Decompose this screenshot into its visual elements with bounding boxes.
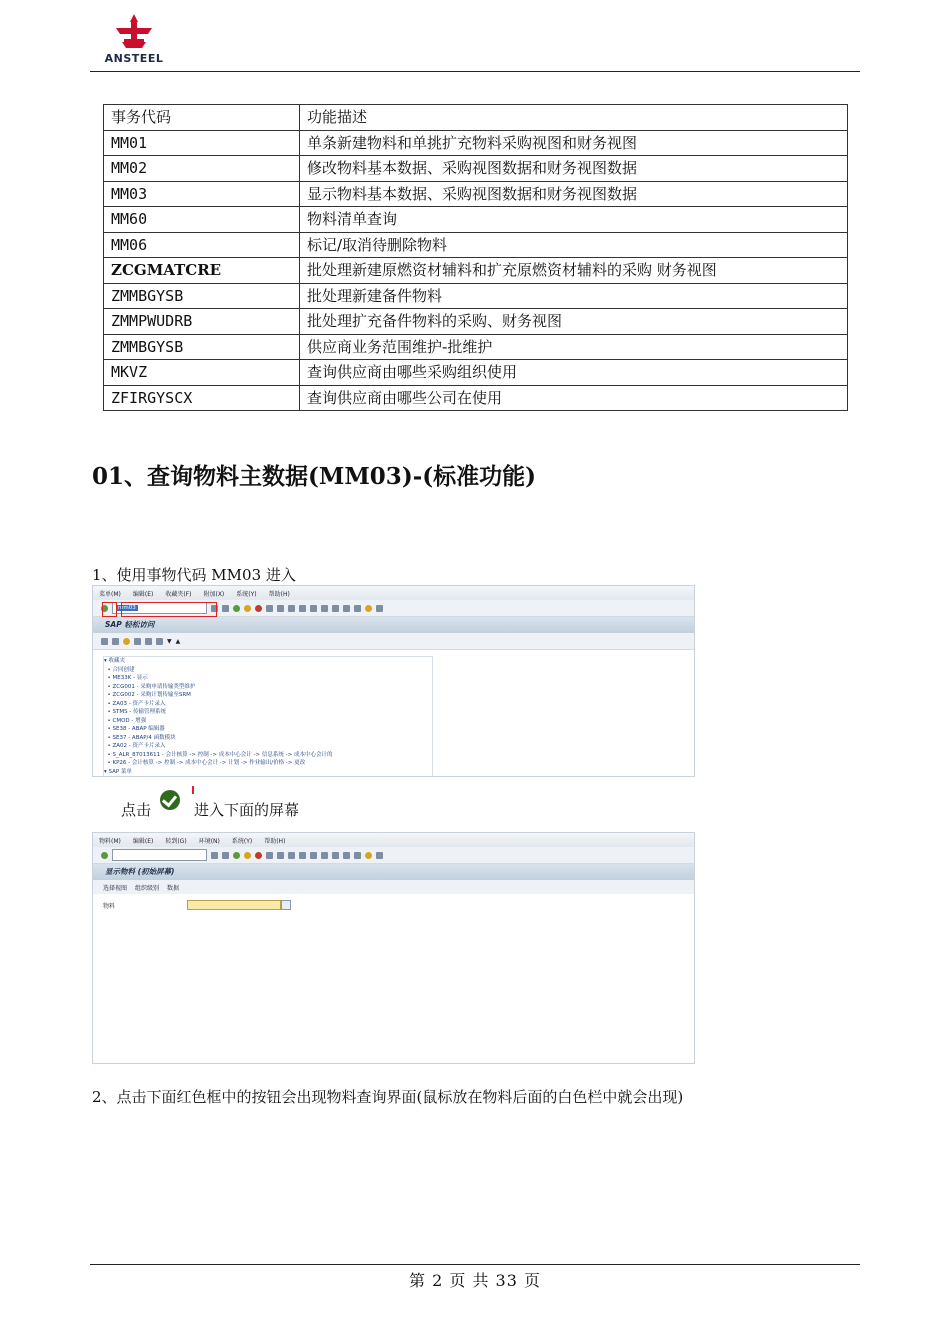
- code-cell: ZMMBGYSB: [104, 334, 300, 360]
- sap-menubar: [93, 833, 694, 847]
- description-cell: 单条新建物料和单挑扩充物料采购视图和财务视图: [300, 130, 848, 156]
- menu-item[interactable]: 系统(Y): [231, 837, 253, 845]
- app-button[interactable]: 选择视图: [103, 884, 128, 892]
- logo-text: ANSTEEL: [104, 52, 164, 65]
- tree-node[interactable]: • S_ALR_87013611 - 会计核算 -> 控制 -> 成本中心会计 -> 信息系统 -> 成本中心会计的: [104, 751, 333, 758]
- print-icon[interactable]: [266, 605, 273, 612]
- code-cell: MM06: [104, 232, 300, 258]
- new-session-icon[interactable]: [343, 852, 350, 859]
- exit-icon[interactable]: [244, 852, 251, 859]
- step2-text: 2、点击下面红色框中的按钮会出现物料查询界面(鼠标放在物料后面的白色栏中就会出现): [92, 1088, 684, 1106]
- tree-node[interactable]: • KP26 - 会计核算 -> 控制 -> 成本中心会计 -> 计划 -> 作业输出/价格 -> 更改: [104, 760, 306, 766]
- page-footer: 第 2 页 共 33 页: [409, 1271, 541, 1290]
- sap-title: SAP 轻松访问: [93, 617, 694, 633]
- table-row: [104, 385, 848, 411]
- tree-node[interactable]: ▾ SAP 菜单: [104, 768, 132, 775]
- description-cell: 批处理扩充备件物料的采购、财务视图: [300, 309, 848, 335]
- tree-node[interactable]: • CMOD - 增强: [104, 717, 147, 724]
- tree-node[interactable]: • SE38 - ABAP 编辑器: [104, 726, 165, 732]
- table-row: [104, 207, 848, 233]
- new-session-icon[interactable]: [343, 605, 350, 612]
- sap-app-toolbar: [93, 633, 694, 650]
- description-cell: 供应商业务范围维护-批维护: [300, 334, 848, 360]
- tree-node[interactable]: • ZA03 - 资产卡片录入: [104, 700, 166, 707]
- next-page-icon[interactable]: [321, 852, 328, 859]
- menu-item[interactable]: 转到(G): [165, 837, 187, 845]
- table-row: [104, 130, 848, 156]
- menu-item[interactable]: 收藏夹(F): [165, 590, 192, 598]
- table-row: [104, 232, 848, 258]
- description-cell: 批处理新建备件物料: [300, 283, 848, 309]
- red-box-command: [121, 602, 217, 617]
- enter-check-icon[interactable]: [101, 852, 108, 859]
- menu-item[interactable]: 编辑(E): [132, 590, 154, 598]
- menu-icon[interactable]: [101, 638, 108, 645]
- tree-node[interactable]: • ZA02 - 资产卡片录入: [104, 743, 166, 749]
- click-prefix: 点击: [121, 801, 152, 819]
- sap-app-toolbar: [93, 880, 694, 894]
- table-row: [104, 334, 848, 360]
- add-favorite-icon[interactable]: [134, 638, 141, 645]
- last-page-icon[interactable]: [332, 605, 339, 612]
- code-cell: ZFIRGYSCX: [104, 385, 300, 411]
- transaction-table: [103, 104, 848, 411]
- description-cell: 修改物料基本数据、采购视图数据和财务视图数据: [300, 156, 848, 182]
- code-cell: MKVZ: [104, 360, 300, 386]
- material-input[interactable]: [187, 900, 281, 910]
- last-page-icon[interactable]: [332, 852, 339, 859]
- code-cell: 事务代码: [104, 105, 300, 131]
- table-row: [104, 283, 848, 309]
- table-row: [104, 360, 848, 386]
- save-icon[interactable]: [222, 852, 229, 859]
- exit-icon[interactable]: [244, 605, 251, 612]
- app-button[interactable]: 数据: [167, 884, 180, 892]
- prev-page-icon[interactable]: [310, 605, 317, 612]
- sap-easy-access-screenshot: [92, 585, 695, 777]
- description-cell: 物料清单查询: [300, 207, 848, 233]
- arrow-down-icon[interactable]: ▼: [167, 637, 172, 645]
- favorites-icon[interactable]: [123, 638, 130, 645]
- click-suffix: 进入下面的屏幕: [194, 801, 300, 819]
- shortcut-icon[interactable]: [354, 852, 361, 859]
- tree-node[interactable]: ▾ 收藏夹: [104, 658, 126, 664]
- tree-node[interactable]: • ME33K - 显示: [104, 675, 148, 681]
- menu-item[interactable]: 物料(M): [99, 837, 121, 845]
- display-material-screenshot: [92, 832, 695, 1064]
- sap-title: 显示物料 (初始屏幕): [93, 864, 694, 880]
- menu-item[interactable]: 菜单(M): [99, 590, 121, 598]
- menu-item[interactable]: 帮助(H): [268, 590, 290, 598]
- description-cell: 批处理新建原燃资材辅料和扩充原燃资材辅料的采购 财务视图: [300, 258, 848, 284]
- code-cell: ZCGMATCRE: [104, 258, 300, 284]
- step1-text: 1、使用事物代码 MM03 进入: [92, 566, 296, 584]
- description-cell: 显示物料基本数据、采购视图数据和财务视图数据: [300, 181, 848, 207]
- code-cell: MM02: [104, 156, 300, 182]
- code-cell: ZMMPWUDRB: [104, 309, 300, 335]
- first-page-icon[interactable]: [299, 605, 306, 612]
- code-cell: MM01: [104, 130, 300, 156]
- back-icon[interactable]: [211, 852, 218, 859]
- description-cell: 查询供应商由哪些采购组织使用: [300, 360, 848, 386]
- menu-item[interactable]: 环境(N): [198, 837, 220, 845]
- back-green-icon[interactable]: [233, 852, 240, 859]
- command-field[interactable]: [112, 849, 207, 861]
- save-icon[interactable]: [222, 605, 229, 612]
- footer-rule: [90, 1264, 860, 1265]
- sap-tree: [103, 656, 433, 777]
- description-cell: 查询供应商由哪些公司在使用: [300, 385, 848, 411]
- app-button[interactable]: 组织级别: [135, 884, 160, 892]
- help-icon[interactable]: [365, 605, 372, 612]
- tree-node[interactable]: • ZCG002 - 采购计划传输至SRM: [104, 692, 191, 698]
- table-row: [104, 156, 848, 182]
- red-box-enter: [102, 602, 117, 617]
- tree-node[interactable]: • ZCG001 - 采购申请传输类型维护: [104, 683, 196, 690]
- prev-page-icon[interactable]: [310, 852, 317, 859]
- cancel-icon[interactable]: [255, 852, 262, 859]
- table-row: [104, 258, 848, 284]
- arrow-up-icon[interactable]: ▲: [175, 637, 181, 645]
- help-icon[interactable]: [365, 852, 372, 859]
- code-cell: ZMMBGYSB: [104, 283, 300, 309]
- section-heading: 01、查询物料主数据(MM03)-(标准功能): [92, 463, 537, 490]
- table-row: [104, 181, 848, 207]
- command-value: mm03: [118, 605, 136, 611]
- description-cell: 标记/取消待删除物料: [300, 232, 848, 258]
- delete-favorite-icon[interactable]: [145, 638, 152, 645]
- find-icon[interactable]: [277, 852, 284, 859]
- header-rule: [90, 71, 860, 72]
- material-label: 物料: [103, 903, 116, 910]
- layout-icon[interactable]: [376, 605, 383, 612]
- description-cell: 功能描述: [300, 105, 848, 131]
- back-green-icon[interactable]: [233, 605, 240, 612]
- table-header-row: [104, 105, 848, 131]
- layout-icon[interactable]: [376, 852, 383, 859]
- find-icon[interactable]: [277, 605, 284, 612]
- find-next-icon[interactable]: [288, 852, 295, 859]
- code-cell: MM03: [104, 181, 300, 207]
- shortcut-icon[interactable]: [354, 605, 361, 612]
- search-help-button[interactable]: [281, 900, 291, 910]
- print-icon[interactable]: [266, 852, 273, 859]
- next-page-icon[interactable]: [321, 605, 328, 612]
- code-cell: MM60: [104, 207, 300, 233]
- table-row: [104, 309, 848, 335]
- first-page-icon[interactable]: [299, 852, 306, 859]
- sap-toolbar: [93, 847, 694, 864]
- enter-check-icon: [160, 790, 180, 810]
- menu-item[interactable]: 编辑(E): [132, 837, 154, 845]
- menu-item[interactable]: 附加(X): [203, 590, 225, 598]
- tree-node[interactable]: • STMS - 传输管理系统: [104, 709, 167, 715]
- cancel-icon[interactable]: [255, 605, 262, 612]
- tree-node[interactable]: • SE37 - ABAP/4 函数模块: [104, 734, 176, 741]
- tree-node[interactable]: • 合同创建: [104, 666, 135, 673]
- menu-item[interactable]: 系统(Y): [236, 590, 257, 598]
- user-menu-icon[interactable]: [112, 638, 119, 645]
- find-next-icon[interactable]: [288, 605, 295, 612]
- sap-menubar: [93, 586, 694, 600]
- edit-favorite-icon[interactable]: [156, 638, 163, 645]
- cursor-mark: [192, 786, 194, 794]
- menu-item[interactable]: 帮助(H): [264, 837, 286, 845]
